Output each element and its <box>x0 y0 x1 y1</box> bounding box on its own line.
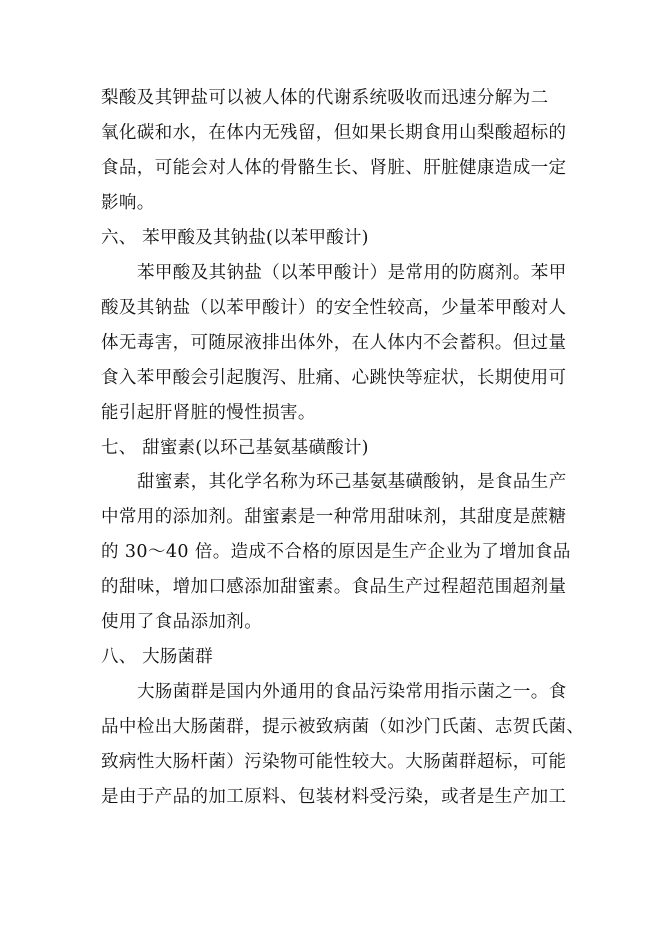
paragraph-line: 品中检出大肠菌群，提示被致病菌（如沙门氏菌、志贺氏菌、 <box>101 717 585 737</box>
section-heading-7: 七、 甜蜜素(以环己基氨基磺酸计) <box>101 438 369 458</box>
paragraph-line: 的甜味，增加口感添加甜蜜素。食品生产过程超范围超剂量 <box>101 577 567 597</box>
section-heading-6: 六、 苯甲酸及其钠盐(以苯甲酸计) <box>101 228 369 248</box>
paragraph-line: 大肠菌群是国内外通用的食品污染常用指示菌之一。食 <box>137 682 567 702</box>
paragraph-line: 氧化碳和水，在体内无残留，但如果长期食用山梨酸超标的 <box>101 123 567 143</box>
paragraph-line: 体无毒害，可随尿液排出体外，在人体内不会蓄积。但过量 <box>101 333 567 353</box>
paragraph-line: 使用了食品添加剂。 <box>101 612 263 632</box>
paragraph-line: 甜蜜素，其化学名称为环己基氨基磺酸钠，是食品生产 <box>137 472 567 492</box>
paragraph-line: 酸及其钠盐（以苯甲酸计）的安全性较高，少量苯甲酸对人 <box>101 298 567 318</box>
paragraph-line: 食入苯甲酸会引起腹泻、肚痛、心跳快等症状，长期使用可 <box>101 368 567 388</box>
paragraph-line: 是由于产品的加工原料、包装材料受污染，或者是生产加工 <box>101 787 567 807</box>
section-heading-8: 八、 大肠菌群 <box>101 647 213 667</box>
paragraph-line: 的 30～40 倍。造成不合格的原因是生产企业为了增加食品 <box>101 542 571 562</box>
paragraph-line: 致病性大肠杆菌）污染物可能性较大。大肠菌群超标，可能 <box>101 752 567 772</box>
paragraph-line: 中常用的添加剂。甜蜜素是一种常用甜味剂，其甜度是蔗糖 <box>101 507 567 527</box>
paragraph-line: 苯甲酸及其钠盐（以苯甲酸计）是常用的防腐剂。苯甲 <box>137 263 567 283</box>
paragraph-line: 能引起肝肾脏的慢性损害。 <box>101 403 316 423</box>
paragraph-line: 梨酸及其钾盐可以被人体的代谢系统吸收而迅速分解为二 <box>101 88 549 108</box>
paragraph-line: 影响。 <box>101 193 155 213</box>
paragraph-line: 食品，可能会对人体的骨骼生长、肾脏、肝脏健康造成一定 <box>101 158 567 178</box>
